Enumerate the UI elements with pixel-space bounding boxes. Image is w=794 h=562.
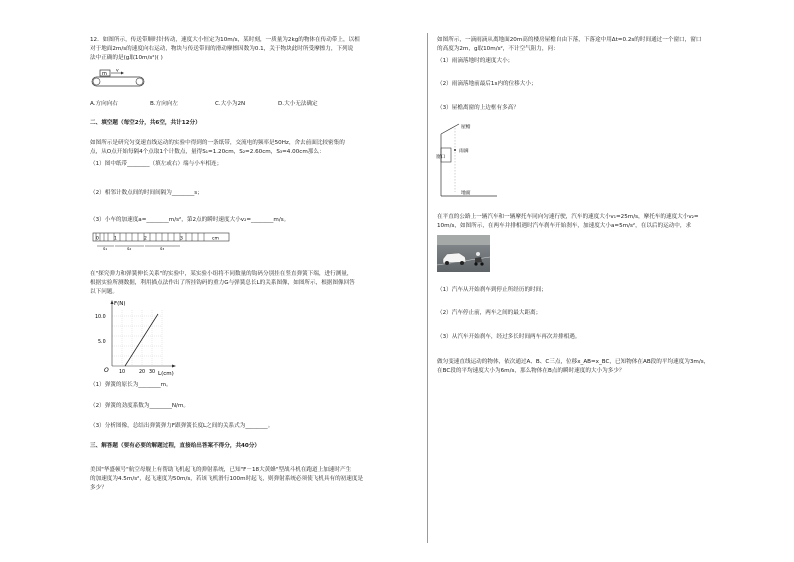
graph-x-tick-30: 30 bbox=[149, 370, 156, 375]
force-length-line bbox=[125, 314, 158, 366]
tape-s3: s₃ bbox=[160, 247, 165, 252]
car-para2: 10m/s，如图所示，在两车并排相遇时汽车刹车开始刹车，加速度大小a=5m/s²，在以后的运动中，求 bbox=[437, 223, 692, 229]
car-q1: （1）汽车从开始刹车到停止所经历的时间； bbox=[437, 287, 547, 293]
sec3-para3: 多少？ bbox=[90, 485, 107, 491]
abc-para1: 做匀变速直线运动的物体，依次通过A、B、C三点，位移x_AB=x_BC，已知物体在AB段的平均速度为3m/s， bbox=[437, 359, 710, 365]
q12-option-d: D.大小无法确定 bbox=[278, 101, 318, 107]
tape-point-2: 2 bbox=[144, 236, 147, 242]
sec2-q4: （1）弹簧的原长为________m。 bbox=[90, 382, 172, 388]
tape-point-1: 1 bbox=[114, 236, 117, 242]
graph-x-label: L(cm) bbox=[158, 371, 174, 377]
q12-option-c: C.大小为2N bbox=[215, 101, 246, 107]
fig-window-label: 窗口 bbox=[436, 155, 446, 160]
rain-q2: （2）雨滴落地前最后1s内的位移大小； bbox=[437, 81, 537, 87]
car-q3: （3）从汽车开始刹车，经过多长时间两车再次并排相遇。 bbox=[437, 334, 581, 340]
sec2-para3: 在"探究弹力和弹簧伸长关系"的实验中，某实验小组将不同数量的钩码分别挂在竖直弹簧下端，进行测量， bbox=[90, 271, 353, 277]
graph-y-tick-10: 10.0 bbox=[95, 315, 106, 320]
rain-para1: 如图所示，一滴雨滴从离地面20m高的楼房屋檐自由下落，下落途中用Δt=0.2s的时间通过一个窗口，窗口 bbox=[437, 37, 702, 43]
mass-label: m bbox=[102, 71, 107, 77]
section2-title: 二、填空题（每空2分，共6空，共计12分） bbox=[90, 120, 201, 126]
column-divider bbox=[427, 33, 428, 543]
tape-point-3: 3 bbox=[180, 236, 183, 242]
q12-line3: 法中正确的是(g取10m/s²)( ) bbox=[90, 55, 163, 61]
rain-q3: （3）屋檐离窗的上边框有多高？ bbox=[437, 105, 519, 111]
sec2-para2: 点，从O点开始每隔4个点取1个计数点，量得S₁=1.20cm，S₂=2.60cm，S₃=4.00cm那么： bbox=[90, 149, 325, 155]
abc-para2: 在BC段的平均速度大小为6m/s，那么物体在B点的瞬时速度的大小为多少？ bbox=[437, 368, 625, 374]
rain-window-figure bbox=[437, 118, 507, 198]
graph-origin: O bbox=[104, 367, 109, 374]
car-para1: 在平直的公路上一辆汽车和一辆摩托车同向匀速行驶，汽车的速度大小v₁=25m/s，摩托车的速度大小v₂= bbox=[437, 214, 699, 220]
tape-unit: cm bbox=[212, 236, 219, 242]
fig-drop-label: 雨滴 bbox=[459, 149, 469, 154]
fig-ground-label: 地面 bbox=[461, 191, 471, 196]
tape-s2: s₂ bbox=[127, 247, 132, 252]
graph-y-tick-5: 5.0 bbox=[98, 340, 106, 345]
sec2-q6: （3）分析图像，总结出弹簧弹力F跟弹簧长度L之间的关系式为________。 bbox=[90, 423, 274, 429]
sec2-q5: （2）弹簧的劲度系数为________N/m。 bbox=[90, 403, 189, 409]
rain-q1: （1）雨滴落地时的速度大小； bbox=[437, 58, 514, 64]
velocity-label: v bbox=[116, 68, 119, 74]
rain-para2: 的高度为2m，g取10m/s²，不计空气阻力，问： bbox=[437, 46, 559, 52]
paper-tape-figure bbox=[92, 231, 232, 253]
tape-point-0: 0 bbox=[96, 236, 99, 242]
sec2-para5: 以下问题。 bbox=[90, 289, 118, 295]
graph-x-tick-10: 10 bbox=[119, 370, 126, 375]
sec2-para1: 如图所示是研究匀变速直线运动的实验中得到的一条纸带，交流电的频率是50Hz，舍去前面比较密集的 bbox=[90, 140, 345, 146]
sec2-q3: （3）小车的加速度a=________m/s²，第2点的瞬时速度大小v₂=________m/s。 bbox=[90, 217, 290, 223]
conveyor-figure bbox=[90, 68, 152, 90]
graph-y-label: F(N) bbox=[114, 301, 126, 307]
q12-option-b: B.方向向左 bbox=[150, 101, 178, 107]
sec2-q2: （2）相邻计数点间的时间间隔为________s； bbox=[90, 190, 203, 196]
tape-s1: s₁ bbox=[103, 247, 108, 252]
sec2-q1: （1）图中纸带________（填左或右）端与小车相连； bbox=[90, 161, 223, 167]
spring-graph bbox=[90, 298, 180, 378]
sec3-para2: 的加速度为4.5m/s²，起飞速度为50m/s，若该飞机滑行100m时起飞，则弹射系统必须使飞机具有的初速度是 bbox=[90, 476, 364, 482]
q12-line1: 12．如图所示，传送带顺时针转动，速度大小恒定为10m/s，某时刻，一质量为2kg的物体在传动带上，以相 bbox=[90, 37, 360, 43]
graph-x-tick-20: 20 bbox=[139, 370, 146, 375]
fig-eave-label: 屋檐 bbox=[461, 125, 471, 130]
sec3-para1: 美国"华盛顿号"航空母舰上有帮助飞机起飞的弹射系统，已知"F－18大黄蜂"型战斗机在跑道上加速时产生 bbox=[90, 467, 352, 473]
sec2-para4: 根据实验所测数据，利用描点法作出了所挂钩码的重力G与弹簧总长L的关系图像，如图所示，根据图像回答 bbox=[90, 280, 355, 286]
q12-option-a: A.方向向右 bbox=[90, 101, 118, 107]
car-q2: （2）汽车停止前，两车之间的最大距离； bbox=[437, 310, 542, 316]
section3-title: 三、解答题（要有必要的解题过程，直接给出答案不得分，共40分） bbox=[90, 443, 261, 449]
car-motorcycle-photo bbox=[437, 235, 490, 272]
q12-line2: 对于地面2m/s的速度向右运动，物块与传送带间的滑动摩擦因数为0.1，关于物块此时所受摩擦力，下列说 bbox=[90, 46, 354, 52]
